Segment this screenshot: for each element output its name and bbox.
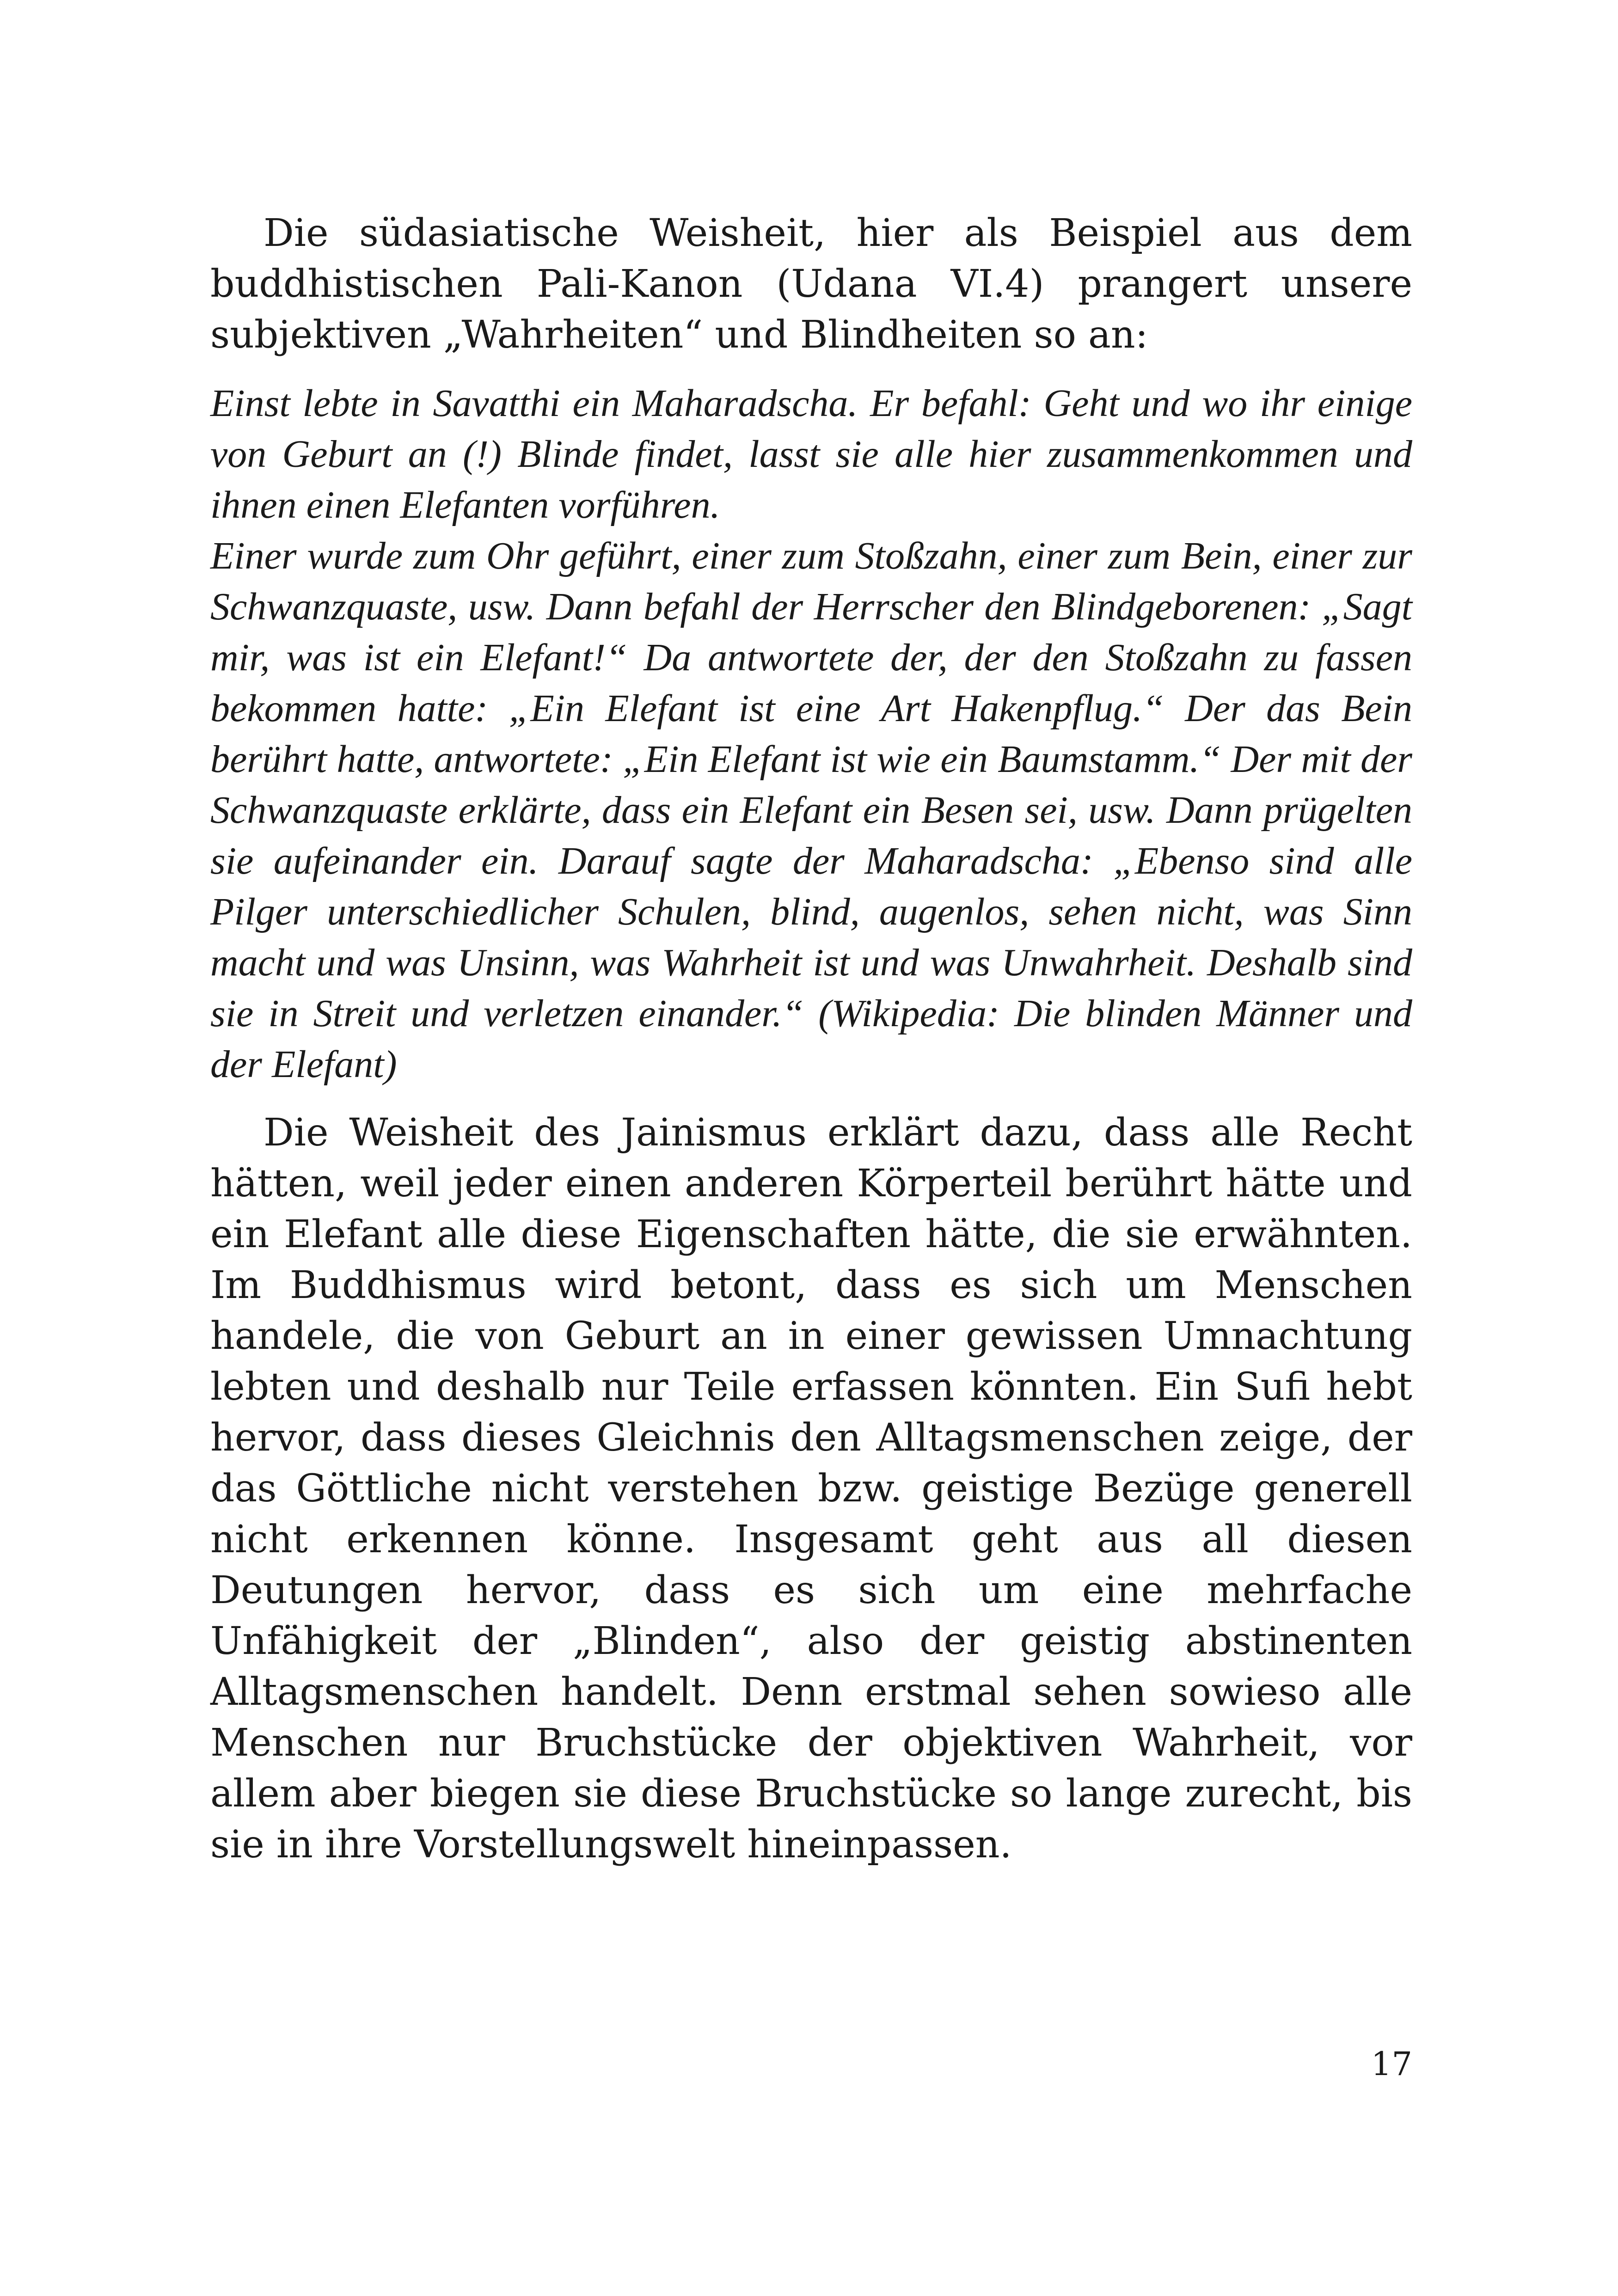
quote-paragraph-1: Einst lebte in Savatthi ein Maharadscha. Er befahl: Geht und wo ihr einige von Geburt an (!) Blinde findet, lasst sie alle hier zusammenkommen und ihnen einen Elefanten vorführen. <box>210 382 1412 527</box>
page-body <box>210 208 1412 1870</box>
quotation-block <box>210 378 1412 1090</box>
page-number: 17 <box>1371 2045 1412 2083</box>
quote-paragraph-2: Einer wurde zum Ohr geführt, einer zum Stoßzahn, einer zum Bein, einer zur Schwanzquaste, usw. Dann befahl der Herrscher den Blindgeborenen: „Sagt mir, was ist ein Elefant!“ Da antwortete der, der den Stoßzahn zu fassen bekommen hatte: „Ein Elefant ist eine Art Hakenpflug.“ Der das Bein berührt hatte, antwortete: „Ein Elefant ist wie ein Baumstamm.“ Der mit der Schwanzquaste erklärte, dass ein Elefant ein Besen sei, usw. Dann prügelten sie aufeinander ein. Darauf sagte der Maharadscha: „Ebenso sind alle Pilger unterschiedlicher Schulen, blind, augenlos, sehen nicht, was Sinn macht und was Unsinn, was Wahrheit ist und was Unwahrheit. Deshalb sind sie in Streit und verletzen einander.“ (Wikipedia: Die blinden Männer und der Elefant) <box>210 534 1412 1086</box>
intro-paragraph: Die südasiatische Weisheit, hier als Beispiel aus dem buddhistischen Pali-Kanon (Udana VI.4) prangert unsere subjektiven „Wahrheiten“ und Blindheiten so an: <box>210 211 1412 357</box>
closing-paragraph: Die Weisheit des Jainismus erklärt dazu, dass alle Recht hätten, weil jeder einen anderen Körperteil berührt hätte und ein Elefant alle diese Eigenschaften hätte, die sie erwähnten. Im Buddhismus wird betont, dass es sich um Menschen handele, die von Geburt an in einer gewissen Umnachtung lebten und deshalb nur Teile erfassen könnten. Ein Sufi hebt hervor, dass dieses Gleichnis den Alltagsmenschen zeige, der das Göttliche nicht verstehen bzw. geistige Bezüge generell nicht erkennen könne. Insgesamt geht aus all diesen Deutungen hervor, dass es sich um eine mehrfache Unfähigkeit der „Blinden“, also der geistig abstinenten Alltagsmenschen handelt. Denn erstmal sehen sowieso alle Menschen nur Bruchstücke der objektiven Wahrheit, vor allem aber biegen sie diese Bruchstücke so lange zurecht, bis sie in ihre Vorstellungswelt hineinpassen. <box>210 1111 1412 1867</box>
